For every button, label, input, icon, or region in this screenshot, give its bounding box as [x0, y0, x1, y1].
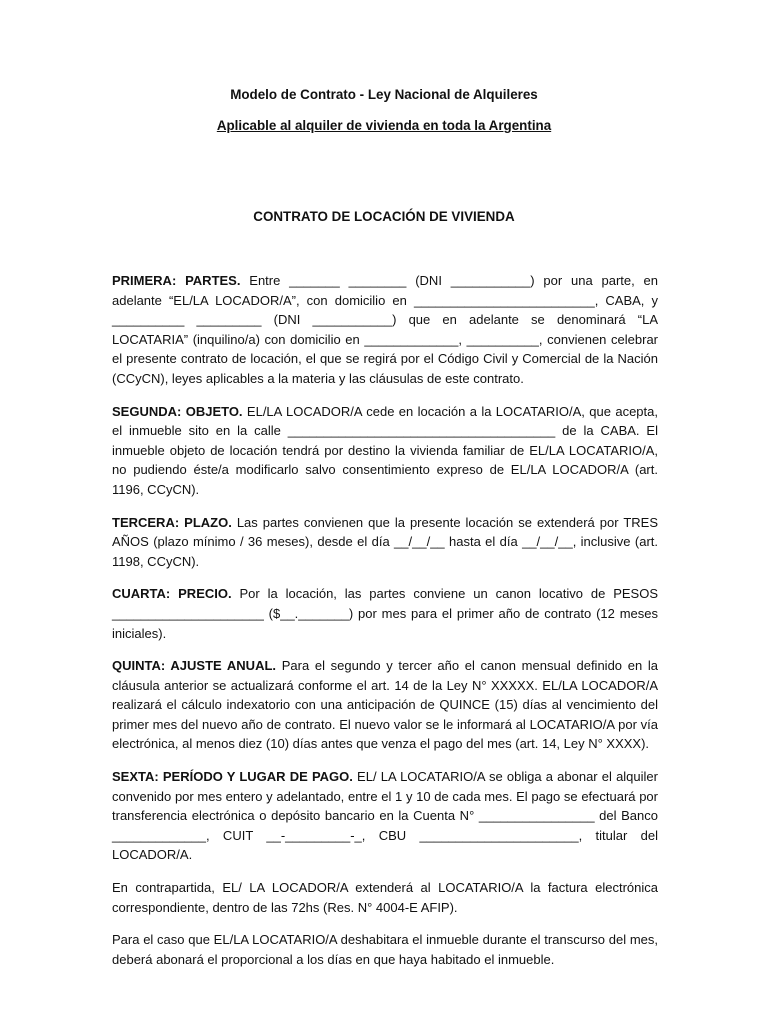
contract-heading: CONTRATO DE LOCACIÓN DE VIVIENDA: [253, 209, 515, 224]
clause-text: Por la locación, las partes conviene un canon locativo de PESOS _____________________ ($__._______) por mes para el primer año de contrato (12 meses iniciales).: [112, 586, 659, 641]
clause-heading: SEGUNDA: OBJETO.: [112, 403, 243, 419]
clause-text: EL/ LA LOCATARIO/A se obliga a abonar el alquiler convenido por mes entero y adelantado, entre el 1 y 10 de cada mes. El pago se efectuará por transferencia electrónica o depósito bancario en la Cuenta N° ________________ del Banco _____________, CUIT __-_________-_, CBU ______________________, titular del LOCADOR/A.: [112, 769, 658, 863]
clause-heading: TERCERA: PLAZO.: [112, 514, 232, 530]
clause-tercera: [112, 513, 658, 572]
document-title: Modelo de Contrato - Ley Nacional de Alquileres: [230, 87, 538, 102]
clause-heading: QUINTA: AJUSTE ANUAL.: [112, 658, 277, 674]
clause-text: Para el segundo y tercer año el canon mensual definido en la cláusula anterior se actualizará conforme el art. 14 de la Ley N° XXXXX. EL/LA LOCADOR/A realizará el cálculo indexatorio con una anticipación de QUINCE (15) días al vencimiento del primer mes del nuevo año de contrato. El nuevo valor se le informará al LOCATARIO/A por vía electrónica, al menos diez (10) días antes que venza el pago del mes (art. 14, Ley N° XXXX).: [112, 658, 658, 752]
clause-text: Entre _______ ________ (DNI ___________) por una parte, en adelante “EL/LA LOCADOR/A”, con domicilio en _________________________, CABA, y __________ _________ (DNI ___________) que en adelante se denominará “LA LOCATARIA” (inquilino/a) con domicilio en _____________, __________, convienen celebrar el presente contrato de locación, el que se regirá por el Código Civil y Comercial de la Nación (CCyCN), leyes aplicables a la materia y las cláusulas de este contrato.: [112, 273, 658, 386]
clause-text: EL/LA LOCADOR/A cede en locación a la LOCATARIO/A, que acepta, el inmueble sito en la calle _____________________________________ de la CABA. El inmueble objeto de locación tendrá por destino la vivienda familiar de EL/LA LOCATARIO/A, no pudiendo éste/a modificarlo salvo consentimiento expreso de EL/LA LOCADOR/A (art. 1196, CCyCN).: [112, 403, 658, 497]
clause-heading: CUARTA: PRECIO.: [112, 586, 232, 602]
clause-text: Las partes convienen que la presente locación se extenderá por TRES AÑOS (plazo mínimo / 36 meses), desde el día __/__/__ hasta el día __/__/__, inclusive (art. 1198, CCyCN).: [112, 514, 658, 569]
clause-cuarta: [112, 584, 658, 643]
clause-quinta: [112, 656, 658, 754]
clause-sexta: [112, 767, 658, 865]
clause-primera: [112, 271, 658, 389]
clause-segunda: [112, 402, 658, 500]
clauses-body: [112, 271, 658, 982]
paragraph-factura: En contrapartida, EL/ LA LOCADOR/A extenderá al LOCATARIO/A la factura electrónica correspondiente, dentro de las 72hs (Res. N° 4004-E AFIP).: [112, 880, 658, 915]
clause-heading: SEXTA: PERÍODO Y LUGAR DE PAGO.: [112, 769, 353, 785]
paragraph-proporcional: Para el caso que EL/LA LOCATARIO/A deshabitara el inmueble durante el transcurso del mes, deberá abonará el proporcional a los días en que haya habitado el inmueble.: [112, 932, 658, 967]
document-subtitle: Aplicable al alquiler de vivienda en toda la Argentina: [216, 118, 552, 133]
clause-heading: PRIMERA: PARTES.: [112, 273, 241, 288]
